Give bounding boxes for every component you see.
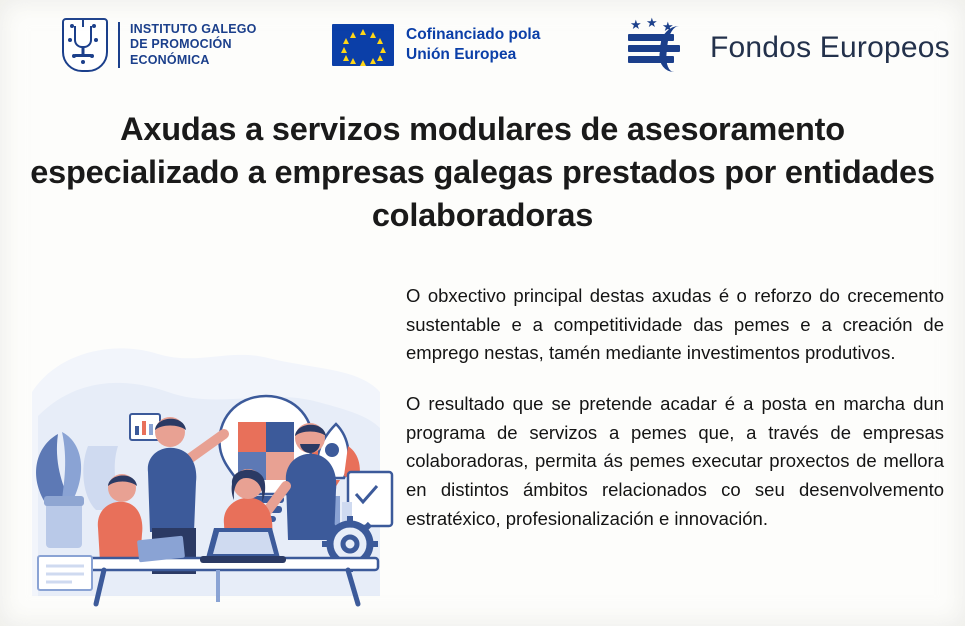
paragraph-1: O obxectivo principal destas axudas é o reforzo do crecemento sustentable e a competitividade das pemes e a creación de emprego nestas, tamén mediante investimentos produtivos. <box>406 285 944 364</box>
european-union-flag-icon <box>332 24 394 66</box>
xunta-galicia-shield-icon <box>58 16 108 74</box>
igape-line-1: INSTITUTO GALEGO <box>130 21 257 36</box>
laptop-icon <box>200 528 286 563</box>
page-title: Axudas a servizos modulares de asesoramento especializado a empresas galegas prestados por entidades colaboradoras <box>30 111 935 234</box>
fondos-europeos-label: Fondos Europeos <box>710 31 950 64</box>
body-text-column <box>406 282 944 533</box>
european-union-logo <box>332 24 540 66</box>
eu-cofinance-text <box>406 25 540 65</box>
igape-line-3: ECONÓMICA <box>130 52 210 67</box>
team-brainstorming-illustration <box>18 296 394 608</box>
logo-bar <box>0 8 965 88</box>
eu-line-1: Cofinanciado pola <box>406 25 541 43</box>
igape-wordmark <box>118 22 257 69</box>
fondos-europeos-logo <box>620 15 950 78</box>
fondos-europeos-icon: ★ ★ ★ <box>620 18 698 78</box>
igape-logo <box>58 16 257 74</box>
igape-line-2: DE PROMOCIÓN <box>130 37 232 52</box>
eu-line-2: Unión Europea <box>406 46 517 63</box>
checklist-icon <box>348 472 392 526</box>
paragraph-2: O resultado que se pretende acadar é a posta en marcha dun programa de servizos a pemes que, a través de empresas colaboradoras, permita ás pemes executar proxectos de mellora en distintos ámbitos relacionados co seu desenvolvemento estratéxico, profesionalización e innovación. <box>406 393 944 529</box>
